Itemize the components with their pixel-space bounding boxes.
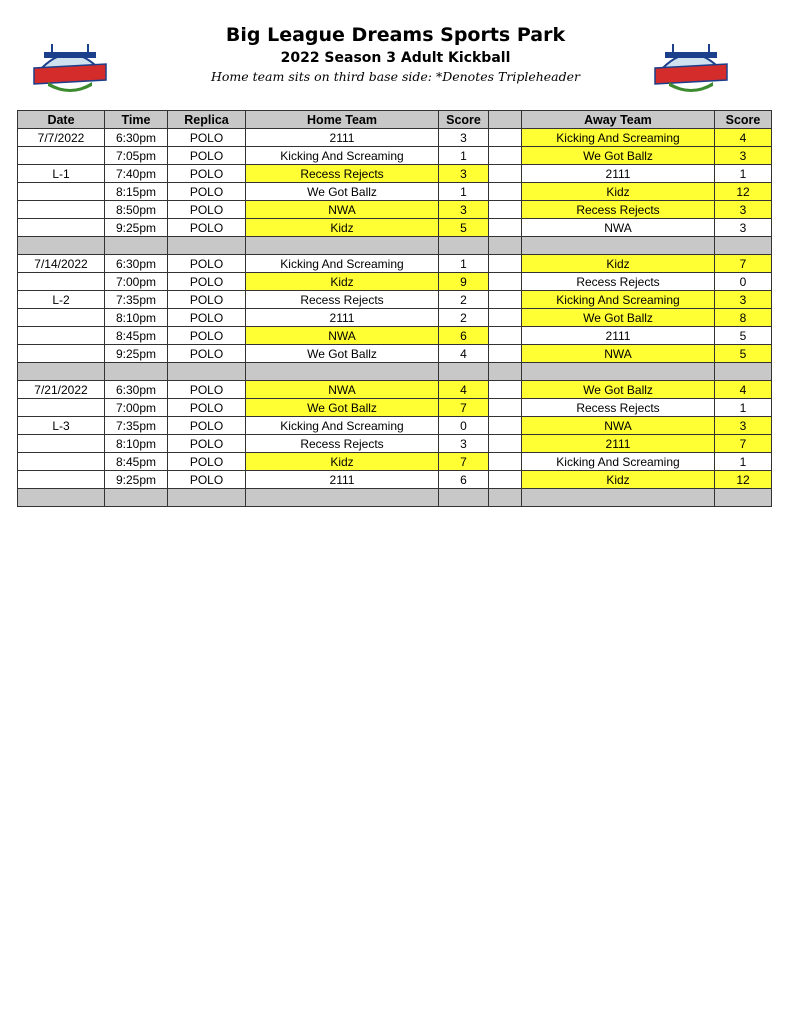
table-row — [18, 345, 772, 363]
column-header-away-team: Away Team — [522, 111, 715, 129]
table-row — [18, 381, 772, 399]
spacer-cell — [489, 183, 522, 201]
table-row — [18, 165, 772, 183]
home-team-cell: Kicking And Screaming — [246, 147, 439, 165]
replica-cell: POLO — [168, 417, 246, 435]
separator-cell — [489, 363, 522, 381]
away-team-cell: We Got Ballz — [522, 309, 715, 327]
away-team-cell: 2111 — [522, 165, 715, 183]
home-score-cell: 9 — [439, 273, 489, 291]
home-score-cell: 1 — [439, 147, 489, 165]
away-team-cell: NWA — [522, 219, 715, 237]
replica-cell: POLO — [168, 345, 246, 363]
home-score-cell: 2 — [439, 291, 489, 309]
separator-cell — [168, 489, 246, 507]
home-score-cell: 3 — [439, 165, 489, 183]
table-row — [18, 471, 772, 489]
date-cell — [18, 201, 105, 219]
spacer-cell — [489, 291, 522, 309]
separator-row — [18, 363, 772, 381]
replica-cell: POLO — [168, 183, 246, 201]
home-team-cell: 2111 — [246, 129, 439, 147]
spacer-cell — [489, 345, 522, 363]
away-score-cell: 1 — [715, 453, 772, 471]
table-row — [18, 183, 772, 201]
away-score-cell: 1 — [715, 399, 772, 417]
table-row — [18, 435, 772, 453]
league-cell: L-1 — [18, 165, 105, 183]
away-score-cell: 0 — [715, 273, 772, 291]
column-header-home-team: Home Team — [246, 111, 439, 129]
home-team-cell: Kidz — [246, 273, 439, 291]
time-cell: 8:45pm — [105, 453, 168, 471]
home-score-cell: 1 — [439, 183, 489, 201]
separator-cell — [522, 363, 715, 381]
column-header-date: Date — [18, 111, 105, 129]
replica-cell: POLO — [168, 201, 246, 219]
replica-cell: POLO — [168, 165, 246, 183]
away-score-cell: 3 — [715, 147, 772, 165]
home-team-cell: NWA — [246, 327, 439, 345]
home-team-cell: NWA — [246, 381, 439, 399]
league-cell: L-2 — [18, 291, 105, 309]
away-score-cell: 5 — [715, 345, 772, 363]
separator-cell — [522, 237, 715, 255]
separator-cell — [522, 489, 715, 507]
separator-cell — [439, 363, 489, 381]
separator-cell — [105, 363, 168, 381]
date-cell — [18, 327, 105, 345]
separator-cell — [168, 237, 246, 255]
separator-cell — [715, 237, 772, 255]
separator-cell — [489, 237, 522, 255]
time-cell: 7:40pm — [105, 165, 168, 183]
time-cell: 7:05pm — [105, 147, 168, 165]
spacer-cell — [489, 399, 522, 417]
away-team-cell: Kicking And Screaming — [522, 291, 715, 309]
separator-row — [18, 237, 772, 255]
separator-cell — [715, 363, 772, 381]
away-team-cell: NWA — [522, 417, 715, 435]
column-header-time: Time — [105, 111, 168, 129]
date-cell — [18, 309, 105, 327]
table-row — [18, 309, 772, 327]
separator-cell — [105, 489, 168, 507]
separator-cell — [168, 363, 246, 381]
away-team-cell: Recess Rejects — [522, 201, 715, 219]
replica-cell: POLO — [168, 273, 246, 291]
away-team-cell: Kidz — [522, 183, 715, 201]
time-cell: 7:00pm — [105, 273, 168, 291]
away-team-cell: Recess Rejects — [522, 273, 715, 291]
league-cell: L-3 — [18, 417, 105, 435]
replica-cell: POLO — [168, 147, 246, 165]
time-cell: 8:10pm — [105, 309, 168, 327]
home-score-cell: 6 — [439, 327, 489, 345]
spacer-cell — [489, 273, 522, 291]
away-score-cell: 12 — [715, 471, 772, 489]
away-score-cell: 3 — [715, 219, 772, 237]
spacer-cell — [489, 147, 522, 165]
home-score-cell: 3 — [439, 201, 489, 219]
date-cell — [18, 147, 105, 165]
table-row — [18, 453, 772, 471]
away-score-cell: 4 — [715, 381, 772, 399]
time-cell: 7:35pm — [105, 291, 168, 309]
separator-cell — [246, 363, 439, 381]
separator-cell — [246, 489, 439, 507]
spacer-cell — [489, 453, 522, 471]
column-header-home-score: Score — [439, 111, 489, 129]
home-score-cell: 6 — [439, 471, 489, 489]
away-score-cell: 1 — [715, 165, 772, 183]
time-cell: 6:30pm — [105, 381, 168, 399]
table-header-row — [18, 111, 772, 129]
table-row — [18, 201, 772, 219]
schedule-body — [18, 129, 772, 507]
separator-cell — [439, 237, 489, 255]
separator-row — [18, 489, 772, 507]
home-score-cell: 4 — [439, 345, 489, 363]
table-row — [18, 129, 772, 147]
replica-cell: POLO — [168, 471, 246, 489]
away-score-cell: 8 — [715, 309, 772, 327]
replica-cell: POLO — [168, 255, 246, 273]
home-score-cell: 7 — [439, 399, 489, 417]
time-cell: 6:30pm — [105, 255, 168, 273]
away-score-cell: 3 — [715, 291, 772, 309]
page-note: Home team sits on third base side: *Denotes Tripleheader — [210, 69, 581, 84]
home-team-cell: We Got Ballz — [246, 183, 439, 201]
home-team-cell: Kidz — [246, 453, 439, 471]
separator-cell — [246, 237, 439, 255]
away-score-cell: 5 — [715, 327, 772, 345]
page-subtitle: 2022 Season 3 Adult Kickball — [280, 50, 511, 66]
separator-cell — [715, 489, 772, 507]
replica-cell: POLO — [168, 453, 246, 471]
page-title: Big League Dreams Sports Park — [225, 24, 566, 46]
table-row — [18, 399, 772, 417]
date-cell — [18, 399, 105, 417]
away-score-cell: 12 — [715, 183, 772, 201]
home-team-cell: 2111 — [246, 471, 439, 489]
date-cell: 7/7/2022 — [18, 129, 105, 147]
time-cell: 7:35pm — [105, 417, 168, 435]
home-score-cell: 0 — [439, 417, 489, 435]
table-row — [18, 147, 772, 165]
away-team-cell: Kidz — [522, 471, 715, 489]
date-cell: 7/14/2022 — [18, 255, 105, 273]
date-cell: 7/21/2022 — [18, 381, 105, 399]
time-cell: 8:50pm — [105, 201, 168, 219]
home-team-cell: We Got Ballz — [246, 345, 439, 363]
spacer-cell — [489, 381, 522, 399]
home-score-cell: 5 — [439, 219, 489, 237]
away-team-cell: We Got Ballz — [522, 147, 715, 165]
home-team-cell: Recess Rejects — [246, 291, 439, 309]
time-cell: 9:25pm — [105, 345, 168, 363]
replica-cell: POLO — [168, 435, 246, 453]
column-header-replica: Replica — [168, 111, 246, 129]
replica-cell: POLO — [168, 291, 246, 309]
column-header-away-score: Score — [715, 111, 772, 129]
away-team-cell: Kicking And Screaming — [522, 453, 715, 471]
table-row — [18, 417, 772, 435]
spacer-cell — [489, 435, 522, 453]
table-row — [18, 291, 772, 309]
big-league-dreams-logo-right — [651, 38, 731, 96]
away-team-cell: NWA — [522, 345, 715, 363]
big-league-dreams-logo-left — [30, 38, 110, 96]
home-score-cell: 3 — [439, 129, 489, 147]
date-cell — [18, 471, 105, 489]
spacer-cell — [489, 255, 522, 273]
replica-cell: POLO — [168, 381, 246, 399]
time-cell: 9:25pm — [105, 471, 168, 489]
table-row — [18, 219, 772, 237]
date-cell — [18, 345, 105, 363]
spacer-cell — [489, 129, 522, 147]
table-row — [18, 255, 772, 273]
time-cell: 8:10pm — [105, 435, 168, 453]
spacer-cell — [489, 165, 522, 183]
date-cell — [18, 183, 105, 201]
separator-cell — [18, 237, 105, 255]
spacer-cell — [489, 201, 522, 219]
separator-cell — [105, 237, 168, 255]
time-cell: 9:25pm — [105, 219, 168, 237]
away-score-cell: 7 — [715, 255, 772, 273]
away-team-cell: Kicking And Screaming — [522, 129, 715, 147]
away-score-cell: 7 — [715, 435, 772, 453]
time-cell: 7:00pm — [105, 399, 168, 417]
home-team-cell: NWA — [246, 201, 439, 219]
schedule-table — [17, 110, 772, 507]
spacer-cell — [489, 219, 522, 237]
away-team-cell: 2111 — [522, 327, 715, 345]
spacer-cell — [489, 309, 522, 327]
replica-cell: POLO — [168, 327, 246, 345]
table-row — [18, 273, 772, 291]
home-team-cell: We Got Ballz — [246, 399, 439, 417]
replica-cell: POLO — [168, 129, 246, 147]
home-score-cell: 2 — [439, 309, 489, 327]
home-team-cell: Kicking And Screaming — [246, 417, 439, 435]
replica-cell: POLO — [168, 219, 246, 237]
away-score-cell: 4 — [715, 129, 772, 147]
away-score-cell: 3 — [715, 201, 772, 219]
home-team-cell: 2111 — [246, 309, 439, 327]
home-score-cell: 4 — [439, 381, 489, 399]
spacer-cell — [489, 327, 522, 345]
table-row — [18, 327, 772, 345]
away-team-cell: Kidz — [522, 255, 715, 273]
date-cell — [18, 435, 105, 453]
home-score-cell: 1 — [439, 255, 489, 273]
spacer-cell — [489, 471, 522, 489]
away-team-cell: We Got Ballz — [522, 381, 715, 399]
column-header-spacer — [489, 111, 522, 129]
time-cell: 8:45pm — [105, 327, 168, 345]
time-cell: 6:30pm — [105, 129, 168, 147]
home-team-cell: Recess Rejects — [246, 165, 439, 183]
away-team-cell: 2111 — [522, 435, 715, 453]
away-score-cell: 3 — [715, 417, 772, 435]
home-team-cell: Kicking And Screaming — [246, 255, 439, 273]
date-cell — [18, 453, 105, 471]
home-team-cell: Kidz — [246, 219, 439, 237]
date-cell — [18, 273, 105, 291]
separator-cell — [489, 489, 522, 507]
home-score-cell: 3 — [439, 435, 489, 453]
separator-cell — [439, 489, 489, 507]
away-team-cell: Recess Rejects — [522, 399, 715, 417]
date-cell — [18, 219, 105, 237]
spacer-cell — [489, 417, 522, 435]
separator-cell — [18, 363, 105, 381]
home-team-cell: Recess Rejects — [246, 435, 439, 453]
time-cell: 8:15pm — [105, 183, 168, 201]
replica-cell: POLO — [168, 399, 246, 417]
separator-cell — [18, 489, 105, 507]
home-score-cell: 7 — [439, 453, 489, 471]
replica-cell: POLO — [168, 309, 246, 327]
